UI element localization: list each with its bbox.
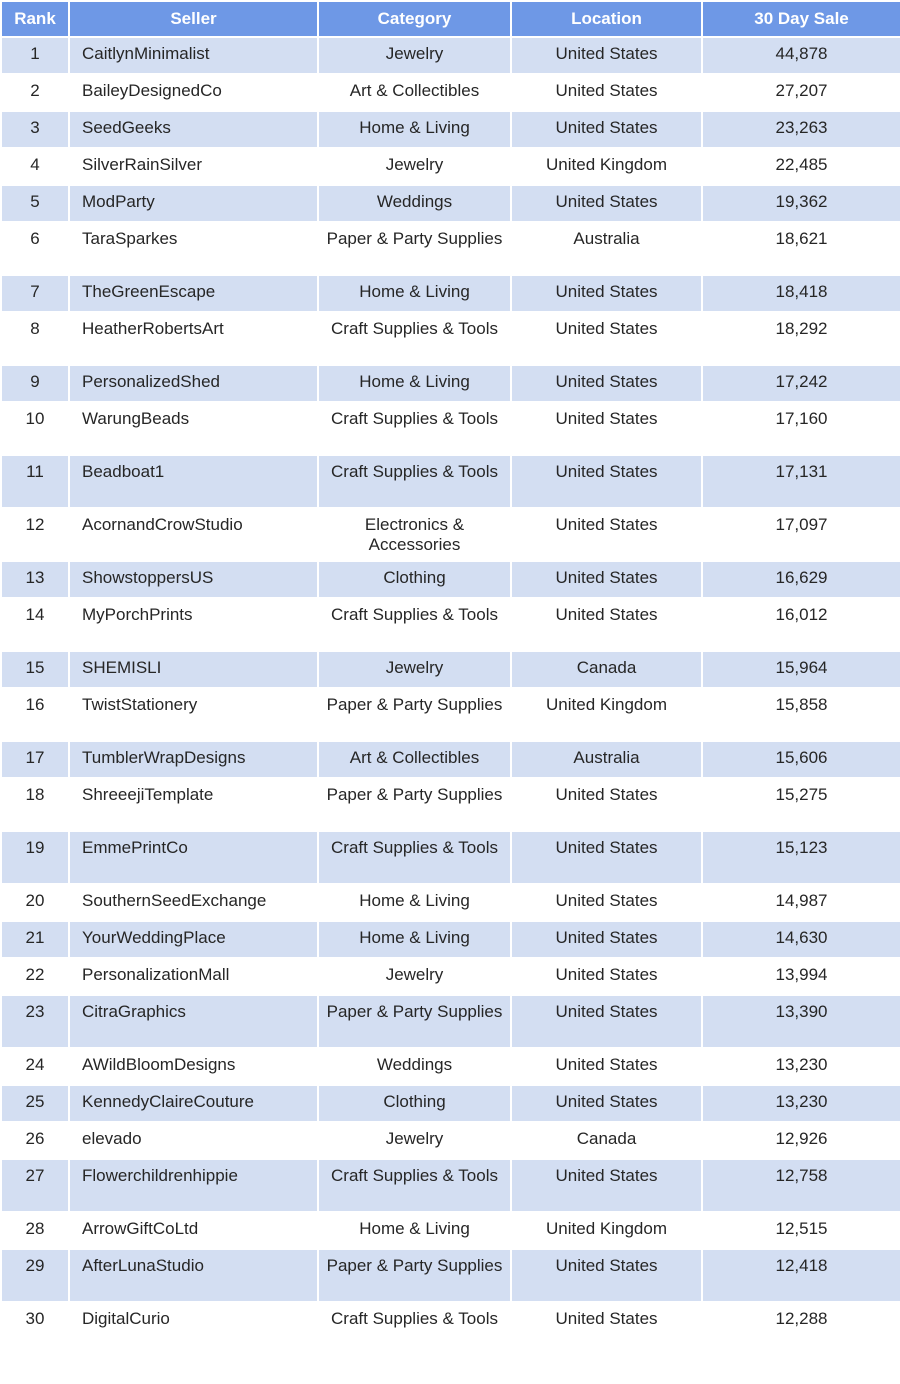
seller-cell: SouthernSeedExchange [70,885,317,920]
category-cell: Jewelry [319,149,510,184]
rank-cell: 18 [2,779,68,830]
table-row [2,1160,900,1211]
seller-cell: SHEMISLI [70,652,317,687]
seller-cell: TwistStationery [70,689,317,740]
rank-cell: 8 [2,313,68,364]
category-cell: Craft Supplies & Tools [319,313,510,364]
rank-cell: 12 [2,509,68,560]
seller-cell: TheGreenEscape [70,276,317,311]
location-cell: United Kingdom [512,1213,701,1248]
table-row [2,223,900,274]
location-cell: United States [512,1250,701,1301]
sale-cell: 19,362 [703,186,900,221]
rank-cell: 7 [2,276,68,311]
sale-cell: 27,207 [703,75,900,110]
rank-cell: 15 [2,652,68,687]
location-cell: United States [512,186,701,221]
location-cell: United States [512,562,701,597]
sale-cell: 17,097 [703,509,900,560]
seller-cell: ModParty [70,186,317,221]
table-row [2,1123,900,1158]
table-row [2,366,900,401]
sale-cell: 44,878 [703,38,900,73]
location-cell: United States [512,885,701,920]
seller-cell: BaileyDesignedCo [70,75,317,110]
header-rank: Rank [2,2,68,36]
rank-cell: 9 [2,366,68,401]
table-row [2,652,900,687]
category-cell: Craft Supplies & Tools [319,456,510,507]
rank-cell: 20 [2,885,68,920]
sale-cell: 17,160 [703,403,900,454]
category-cell: Craft Supplies & Tools [319,599,510,650]
location-cell: United States [512,313,701,364]
sale-cell: 18,418 [703,276,900,311]
rank-cell: 14 [2,599,68,650]
header-location: Location [512,2,701,36]
location-cell: United States [512,599,701,650]
category-cell: Home & Living [319,112,510,147]
seller-cell: CaitlynMinimalist [70,38,317,73]
seller-cell: PersonalizationMall [70,959,317,994]
sale-cell: 13,230 [703,1049,900,1084]
category-cell: Craft Supplies & Tools [319,832,510,883]
rank-cell: 25 [2,1086,68,1121]
sale-cell: 17,242 [703,366,900,401]
category-cell: Clothing [319,562,510,597]
location-cell: United States [512,38,701,73]
rank-cell: 27 [2,1160,68,1211]
category-cell: Paper & Party Supplies [319,689,510,740]
category-cell: Jewelry [319,38,510,73]
location-cell: Australia [512,742,701,777]
category-cell: Paper & Party Supplies [319,223,510,274]
table-row [2,149,900,184]
category-cell: Home & Living [319,276,510,311]
location-cell: United States [512,403,701,454]
rank-cell: 29 [2,1250,68,1301]
location-cell: United States [512,922,701,957]
header-category: Category [319,2,510,36]
sale-cell: 13,230 [703,1086,900,1121]
seller-cell: AWildBloomDesigns [70,1049,317,1084]
location-cell: United States [512,779,701,830]
sale-cell: 13,994 [703,959,900,994]
sale-cell: 12,288 [703,1303,900,1354]
header-row [2,2,900,36]
location-cell: United States [512,112,701,147]
table-row [2,885,900,920]
category-cell: Art & Collectibles [319,742,510,777]
rank-cell: 19 [2,832,68,883]
table-row [2,1049,900,1084]
category-cell: Electronics & Accessories [319,509,510,560]
category-cell: Art & Collectibles [319,75,510,110]
table-row [2,562,900,597]
category-cell: Paper & Party Supplies [319,996,510,1047]
sale-cell: 16,012 [703,599,900,650]
table-row [2,456,900,507]
table-row [2,1250,900,1301]
rank-cell: 1 [2,38,68,73]
sale-cell: 17,131 [703,456,900,507]
sale-cell: 18,292 [703,313,900,364]
category-cell: Home & Living [319,922,510,957]
sale-cell: 12,515 [703,1213,900,1248]
rank-cell: 16 [2,689,68,740]
seller-cell: DigitalCurio [70,1303,317,1354]
category-cell: Jewelry [319,652,510,687]
sale-cell: 15,606 [703,742,900,777]
rank-cell: 11 [2,456,68,507]
seller-cell: ShowstoppersUS [70,562,317,597]
category-cell: Weddings [319,186,510,221]
category-cell: Paper & Party Supplies [319,1250,510,1301]
category-cell: Craft Supplies & Tools [319,1160,510,1211]
sale-cell: 15,964 [703,652,900,687]
header-30-day-sale: 30 Day Sale [703,2,900,36]
rank-cell: 10 [2,403,68,454]
seller-cell: YourWeddingPlace [70,922,317,957]
location-cell: Canada [512,652,701,687]
table-row [2,1303,900,1354]
seller-cell: MyPorchPrints [70,599,317,650]
category-cell: Craft Supplies & Tools [319,403,510,454]
category-cell: Home & Living [319,1213,510,1248]
table-row [2,1213,900,1248]
seller-cell: AfterLunaStudio [70,1250,317,1301]
location-cell: United States [512,366,701,401]
category-cell: Jewelry [319,1123,510,1158]
seller-cell: SilverRainSilver [70,149,317,184]
category-cell: Home & Living [319,885,510,920]
location-cell: United States [512,832,701,883]
table-row [2,1086,900,1121]
table-row [2,403,900,454]
sale-cell: 14,987 [703,885,900,920]
location-cell: United Kingdom [512,689,701,740]
category-cell: Home & Living [319,366,510,401]
sale-cell: 23,263 [703,112,900,147]
category-cell: Weddings [319,1049,510,1084]
table-row [2,509,900,560]
sale-cell: 16,629 [703,562,900,597]
sale-cell: 18,621 [703,223,900,274]
table-row [2,112,900,147]
rank-cell: 30 [2,1303,68,1354]
seller-cell: AcornandCrowStudio [70,509,317,560]
seller-cell: KennedyClaireCouture [70,1086,317,1121]
table-row [2,922,900,957]
sale-cell: 14,630 [703,922,900,957]
rank-cell: 21 [2,922,68,957]
sale-cell: 15,275 [703,779,900,830]
seller-cell: EmmePrintCo [70,832,317,883]
table-row [2,599,900,650]
seller-cell: WarungBeads [70,403,317,454]
rank-cell: 24 [2,1049,68,1084]
table-row [2,186,900,221]
table-row [2,779,900,830]
sale-cell: 12,926 [703,1123,900,1158]
sale-cell: 12,418 [703,1250,900,1301]
rank-cell: 3 [2,112,68,147]
category-cell: Jewelry [319,959,510,994]
table-row [2,38,900,73]
sale-cell: 15,858 [703,689,900,740]
table-row [2,832,900,883]
seller-cell: Flowerchildrenhippie [70,1160,317,1211]
location-cell: United States [512,1160,701,1211]
location-cell: United States [512,456,701,507]
sale-cell: 12,758 [703,1160,900,1211]
location-cell: United States [512,276,701,311]
table-row [2,276,900,311]
rank-cell: 6 [2,223,68,274]
seller-cell: TaraSparkes [70,223,317,274]
seller-cell: elevado [70,1123,317,1158]
table-row [2,689,900,740]
header-seller: Seller [70,2,317,36]
seller-cell: ArrowGiftCoLtd [70,1213,317,1248]
rank-cell: 5 [2,186,68,221]
location-cell: United States [512,1049,701,1084]
location-cell: United States [512,509,701,560]
rank-cell: 26 [2,1123,68,1158]
location-cell: Canada [512,1123,701,1158]
location-cell: United Kingdom [512,149,701,184]
sale-cell: 15,123 [703,832,900,883]
category-cell: Paper & Party Supplies [319,779,510,830]
seller-cell: Beadboat1 [70,456,317,507]
sale-cell: 22,485 [703,149,900,184]
table-row [2,75,900,110]
table-body [2,38,900,1354]
category-cell: Clothing [319,1086,510,1121]
table-row [2,959,900,994]
rank-cell: 28 [2,1213,68,1248]
rank-cell: 22 [2,959,68,994]
rank-cell: 23 [2,996,68,1047]
location-cell: United States [512,959,701,994]
rank-cell: 13 [2,562,68,597]
table-row [2,996,900,1047]
rank-cell: 17 [2,742,68,777]
rank-cell: 4 [2,149,68,184]
category-cell: Craft Supplies & Tools [319,1303,510,1354]
location-cell: United States [512,1303,701,1354]
rank-cell: 2 [2,75,68,110]
table-row [2,313,900,364]
seller-cell: PersonalizedShed [70,366,317,401]
seller-cell: CitraGraphics [70,996,317,1047]
location-cell: United States [512,75,701,110]
seller-cell: ShreeejiTemplate [70,779,317,830]
table-row [2,742,900,777]
sale-cell: 13,390 [703,996,900,1047]
location-cell: United States [512,1086,701,1121]
seller-cell: HeatherRobertsArt [70,313,317,364]
seller-cell: SeedGeeks [70,112,317,147]
location-cell: Australia [512,223,701,274]
location-cell: United States [512,996,701,1047]
seller-cell: TumblerWrapDesigns [70,742,317,777]
